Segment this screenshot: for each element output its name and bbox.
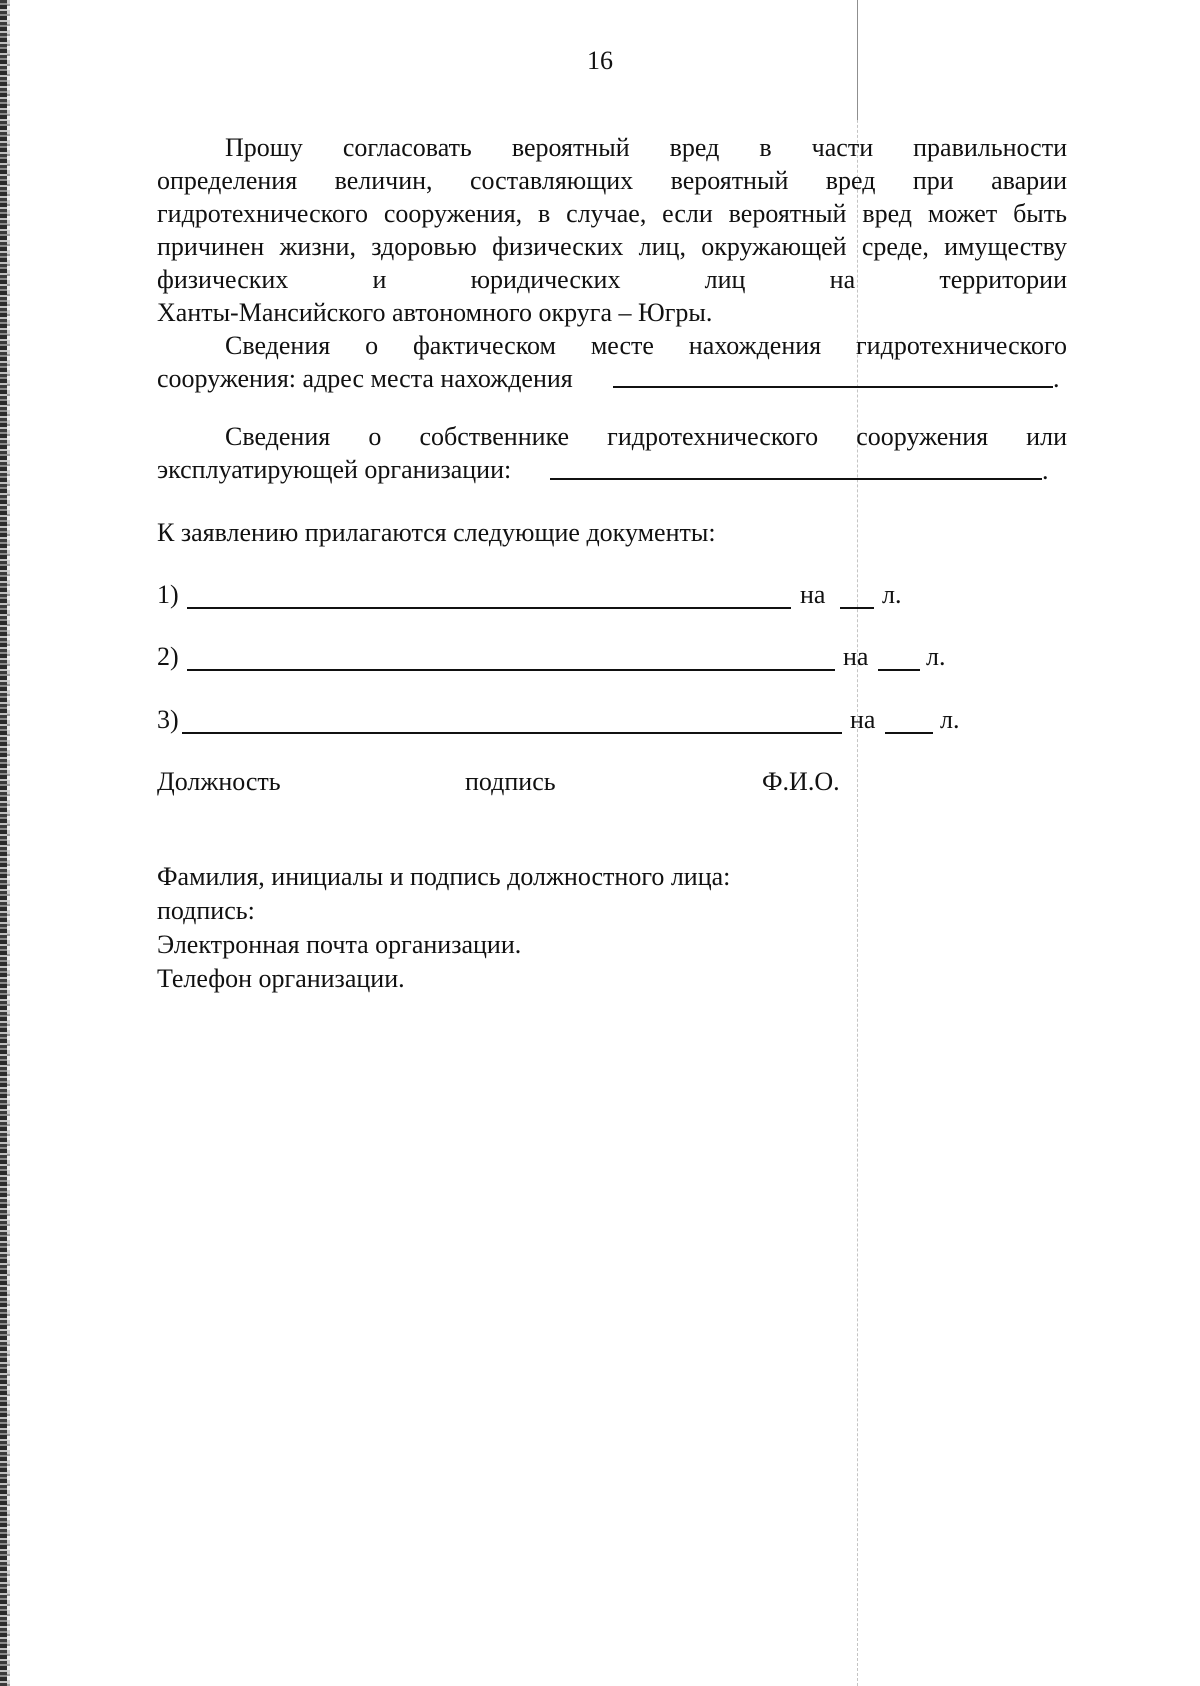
scan-binding-shadow [7,0,10,1686]
email-line: Электронная почта организации. [157,930,522,959]
attachments-heading: К заявлению прилагаются следующие документы: [157,518,716,547]
request-line-4: причинен жизни, здоровью физических лиц, окружающей среде, имуществу [157,232,1067,261]
attachment-2-na: на [843,642,869,671]
request-line-3: гидротехнического сооружения, в случае, если вероятный вред может быть [157,199,1067,228]
attachment-1-l: л. [882,580,902,609]
request-line-5: физических и юридических лиц на территории [157,265,1067,294]
location-line-1: Сведения о фактическом месте нахождения гидротехнического [225,331,1067,360]
attachment-2-number: 2) [157,642,179,671]
attachment-3-pages-input[interactable] [885,732,933,734]
owner-line-2: эксплуатирующей организации: [157,455,512,484]
attachment-3-input[interactable] [182,732,842,734]
signature-label: подпись [465,767,556,796]
scan-binding-edge [0,0,7,1686]
request-paragraph [157,131,1067,329]
full-name-label: Ф.И.О. [762,767,840,796]
page-number: 16 [587,46,613,75]
owner-period: . [1042,456,1049,485]
owner-paragraph [157,420,1067,486]
location-line-2: сооружения: адрес места нахождения [157,364,573,393]
address-input[interactable] [613,386,1053,388]
attachment-1-na: на [800,580,826,609]
owner-input[interactable] [550,478,1042,480]
official-name-line: Фамилия, инициалы и подпись должностного лица: [157,862,731,891]
position-label: Должность [157,767,281,796]
request-line-6: Ханты-Мансийского автономного округа – Югры. [157,298,713,327]
attachment-3-na: на [850,705,876,734]
attachment-3-l: л. [940,705,960,734]
attachment-2-input[interactable] [187,669,835,671]
address-period: . [1053,364,1060,393]
request-line-1: Прошу согласовать вероятный вред в части правильности [225,133,1067,162]
attachment-2-l: л. [926,642,946,671]
attachment-1-number: 1) [157,580,179,609]
phone-line: Телефон организации. [157,964,405,993]
signature-line: подпись: [157,896,255,925]
request-line-2: определения величин, составляющих вероятный вред при аварии [157,166,1067,195]
owner-line-1: Сведения о собственнике гидротехнического сооружения или [225,422,1067,451]
attachment-3-number: 3) [157,705,179,734]
attachment-2-pages-input[interactable] [878,669,920,671]
attachment-1-input[interactable] [187,607,791,609]
attachment-1-pages-input[interactable] [840,607,874,609]
